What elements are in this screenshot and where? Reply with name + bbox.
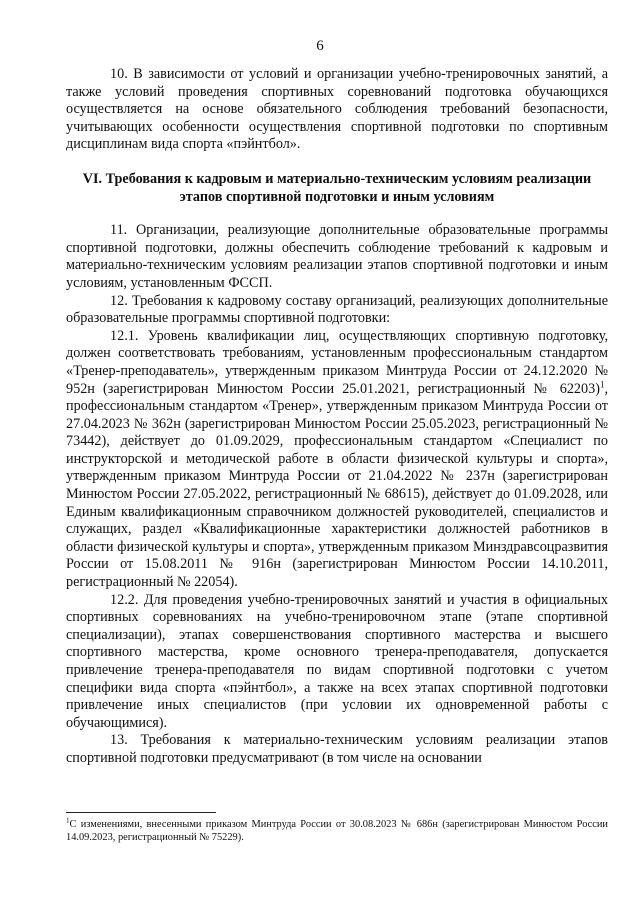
paragraph-12-2: 12.2. Для проведения учебно-тренировочных занятий и участия в официальных спортивных соревнованиях на учебно-тренировочном этапе (этапе спортивной специализации), этапах совершенствования спортивного мастерства и высшего спортивного мастерства, кроме основного тренера-преподавателя, допускается привлечение тренера-преподавателя по видам спортивной подготовки с учетом специфики вида спорта «пэйнтбол», а также на всех этапах спортивной подготовки привлечение иных специалистов (при условии их одновременной работы с обучающимися). (66, 591, 608, 731)
document-body (66, 66, 608, 768)
paragraph-12-1-text-b: , профессиональным стандартом «Тренер», утвержденным приказом Минтруда России от 27.04.2023 № 362н (зарегистрирован Минюстом России 25.05.2023, регистрационный № 73442), действует до 01.09.2029, профессиональным стандартом «Специалист по инструкторской и методической работе в области физической культуры и спорта», утвержденным приказом Минтруда России от 21.04.2022 № 237н (зарегистрирован Минюстом России 27.05.2022, регистрационный № 68615), действует до 01.09.2028, или Единым квалификационным справочником должностей руководителей, специалистов и служащих, раздел «Квалификационные характеристики должностей работников в области физической культуры и спорта», утвержденным приказом Минздравсоцразвития России от 15.08.2011 № 916н (зарегистрирован Минюстом России 14.10.2011, регистрационный № 22054). (66, 380, 608, 591)
footnote (66, 818, 608, 844)
paragraph-12-1 (66, 328, 608, 592)
page-number: 6 (316, 38, 324, 54)
section-heading: VI. Требования к кадровым и материально-техническим условиям реализации этапов спортивной подготовки и иным условиям (82, 170, 592, 205)
paragraph-11: 11. Организации, реализующие дополнительные образовательные программы спортивной подготовки, должны обеспечить соблюдение требований к кадровым и материально-техническим условиям реализации этапов спортивной подготовки и иным условиям, установленным ФССП. (66, 222, 608, 291)
footnote-separator (66, 812, 216, 813)
paragraph-12: 12. Требования к кадровому составу организаций, реализующих дополнительные образовательные программы спортивной подготовки: (66, 292, 608, 327)
paragraph-10: 10. В зависимости от условий и организации учебно-тренировочных занятий, а также условий проведения спортивных соревнований подготовка обучающихся осуществляется на основе обязательного соблюдения требований безопасности, учитывающих особенности осуществления спортивной подготовки по спортивным дисциплинам вида спорта «пэйнтбол». (66, 66, 608, 153)
footnote-mark: 1 (66, 816, 70, 825)
footnote-reference: 1 (599, 378, 605, 389)
paragraph-13: 13. Требования к материально-техническим условиям реализации этапов спортивной подготовки предусматривают (в том числе на основании (66, 732, 608, 766)
footnote-text: С изменениями, внесенными приказом Минтруда России от 30.08.2023 № 686н (зарегистрирован Минюстом России 14.09.2023, регистрационный № 75229). (66, 819, 608, 843)
paragraph-12-1-text-a: 12.1. Уровень квалификации лиц, осуществляющих спортивную подготовку, должен соответствовать требованиям, установленным профессиональным стандартом «Тренер-преподаватель», утвержденным приказом Минтруда России от 24.12.2020 № 952н (зарегистрирован Минюстом России 25.01.2021, регистрационный № 62203) (66, 327, 608, 397)
